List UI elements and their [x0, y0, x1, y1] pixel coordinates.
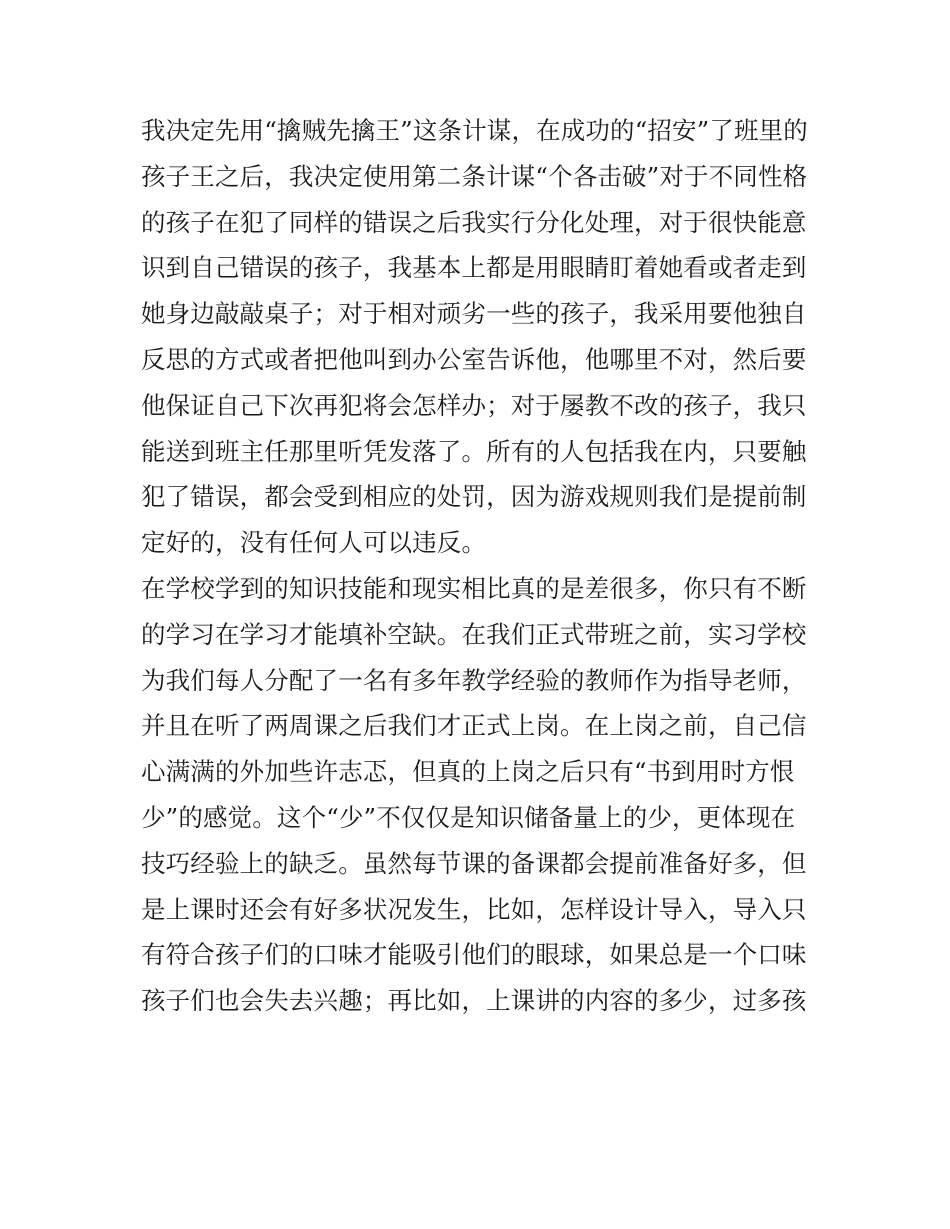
text-line: 并且在听了两周课之后我们才正式上岗。在上岗之前，自己信: [141, 711, 807, 741]
text-line: 她身边敲敲桌子；对于相对顽劣一些的孩子，我采用要他独自: [141, 299, 807, 329]
text-line: 的孩子在犯了同样的错误之后我实行分化处理，对于很快能意: [141, 207, 807, 237]
text-line: 为我们每人分配了一名有多年教学经验的教师作为指导老师，: [141, 665, 807, 695]
text-line: 犯了错误，都会受到相应的处罚，因为游戏规则我们是提前制: [141, 482, 807, 512]
text-line: 孩子们也会失去兴趣；再比如，上课讲的内容的多少，过多孩: [141, 986, 807, 1016]
text-line: 能送到班主任那里听凭发落了。所有的人包括我在内，只要触: [141, 436, 807, 466]
text-line: 是上课时还会有好多状况发生，比如，怎样设计导入，导入只: [141, 894, 807, 924]
text-line: 心满满的外加些许志忑，但真的上岗之后只有“书到用时方恨: [141, 757, 795, 787]
text-line: 孩子王之后，我决定使用第二条计谋“个各击破”对于不同性格: [141, 161, 808, 191]
text-line: 少”的感觉。这个“少”不仅仅是知识储备量上的少，更体现在: [141, 802, 796, 832]
text-line: 技巧经验上的缺乏。虽然每节课的备课都会提前准备好多，但: [141, 848, 807, 878]
text-line: 我决定先用“擒贼先擒王”这条计谋，在成功的“招安”了班里的: [141, 116, 808, 145]
text-line: 有符合孩子们的口味才能吸引他们的眼球，如果总是一个口味: [141, 940, 807, 970]
text-line: 他保证自己下次再犯将会怎样办；对于屡教不改的孩子，我只: [141, 390, 807, 420]
text-line: 在学校学到的知识技能和现实相比真的是差很多，你只有不断: [141, 573, 807, 603]
body-text: [141, 108, 821, 1024]
text-line: 识到自己错误的孩子，我基本上都是用眼睛盯着她看或者走到: [141, 253, 807, 283]
text-line: 的学习在学习才能填补空缺。在我们正式带班之前，实习学校: [141, 619, 807, 649]
text-line: 反思的方式或者把他叫到办公室告诉他，他哪里不对，然后要: [141, 344, 807, 374]
text-line: 定好的，没有任何人可以违反。: [141, 528, 487, 558]
